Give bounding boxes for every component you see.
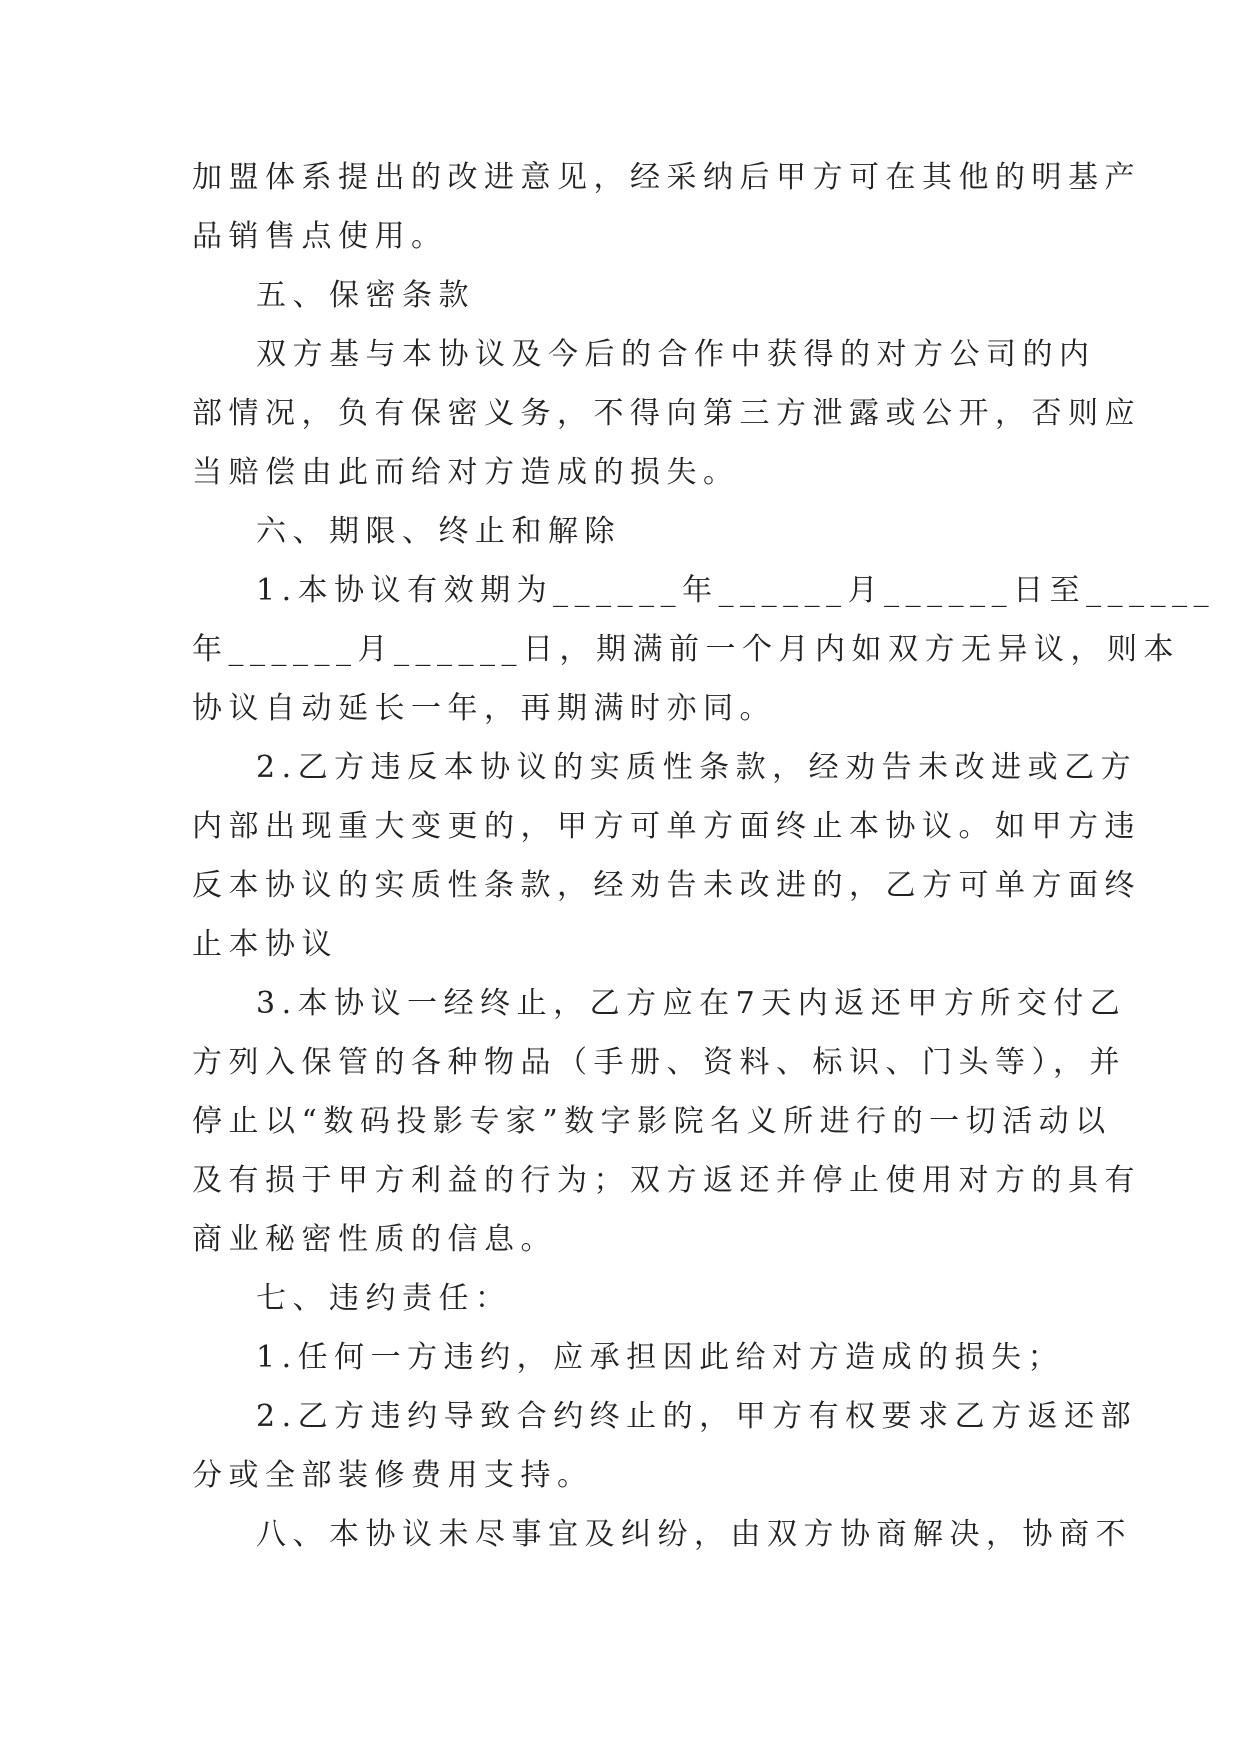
text-line: 方列入保管的各种物品（手册、资料、标识、门头等），并 [192, 1045, 1126, 1080]
text-line: 反本协议的实质性条款，经劝告未改进的，乙方可单方面终 [192, 868, 1141, 903]
section-heading: 七、违约责任： [256, 1281, 512, 1316]
section-heading: 六、期限、终止和解除 [256, 514, 621, 549]
text-line: 及有损于甲方利益的行为；双方返还并停止使用对方的具有 [192, 1163, 1141, 1198]
text-line: 加盟体系提出的改进意见，经采纳后甲方可在其他的明基产 [192, 160, 1141, 195]
text-line: 品销售点使用。 [192, 219, 448, 254]
text-line: 内部出现重大变更的，甲方可单方面终止本协议。如甲方违 [192, 809, 1141, 844]
text-line: 停止以“数码投影专家”数字影院名义所进行的一切活动以 [192, 1104, 1112, 1139]
text-line: 2.乙方违反本协议的实质性条款，经劝告未改进或乙方 [256, 750, 1138, 785]
text-line: 1.任何一方违约，应承担因此给对方造成的损失； [256, 1340, 1065, 1375]
section-heading: 八、本协议未尽事宜及纠纷，由双方协商解决，协商不 [256, 1517, 1132, 1552]
text-line: 止本协议 [192, 927, 338, 962]
text-line: 分或全部装修费用支持。 [192, 1458, 594, 1493]
section-heading: 五、保密条款 [256, 278, 475, 313]
text-line: 商业秘密性质的信息。 [192, 1222, 557, 1257]
text-line: 部情况，负有保密义务，不得向第三方泄露或公开，否则应 [192, 396, 1141, 431]
text-line: 2.乙方违约导致合约终止的，甲方有权要求乙方返还部 [256, 1399, 1138, 1434]
text-line: 协议自动延长一年，再期满时亦同。 [192, 691, 776, 726]
text-line: 1.本协议有效期为______年______月______日至______ [256, 573, 1216, 608]
text-line: 3.本协议一经终止，乙方应在7天内返还甲方所交付乙 [256, 986, 1127, 1021]
text-line: 年______月______日，期满前一个月内如双方无异议，则本 [192, 632, 1180, 667]
text-line: 双方基与本协议及今后的合作中获得的对方公司的内 [256, 337, 1096, 372]
text-line: 当赔偿由此而给对方造成的损失。 [192, 455, 740, 490]
